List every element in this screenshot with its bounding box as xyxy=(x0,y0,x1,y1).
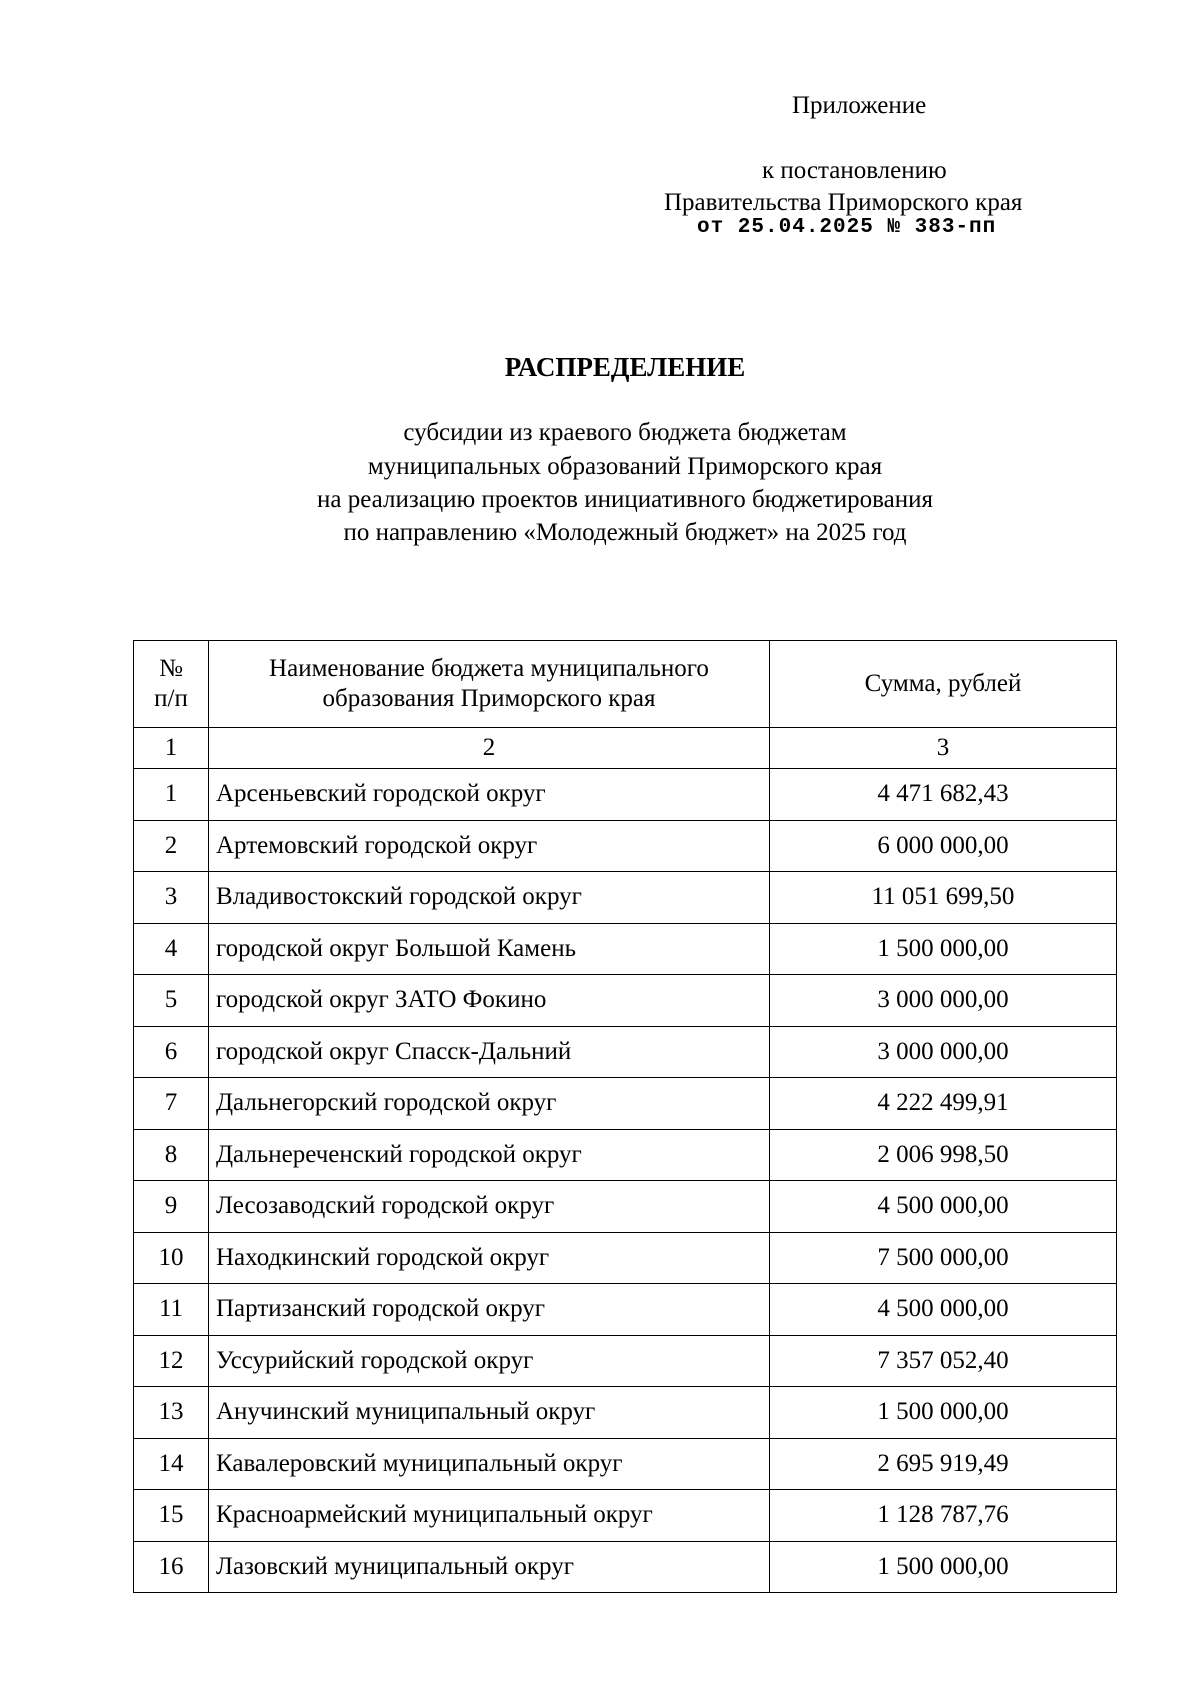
header-name-line1: Наименование бюджета муниципального xyxy=(269,655,709,682)
subsidy-amount: 7 500 000,00 xyxy=(770,1232,1117,1284)
row-number: 5 xyxy=(134,975,209,1027)
header-number-line2: п/п xyxy=(154,685,188,712)
column-index: 1 xyxy=(134,728,209,769)
table-row xyxy=(134,975,1117,1027)
subsidy-amount: 4 471 682,43 xyxy=(770,769,1117,821)
header-amount: Сумма, рублей xyxy=(770,641,1117,728)
table-row xyxy=(134,872,1117,924)
row-number: 15 xyxy=(134,1490,209,1542)
header-name-line2: образования Приморского края xyxy=(322,685,656,712)
row-number: 1 xyxy=(134,769,209,821)
subsidy-amount: 7 357 052,40 xyxy=(770,1335,1117,1387)
subtitle-line-3: на реализацию проектов инициативного бюджетирования xyxy=(317,486,933,513)
municipality-name: Арсеньевский городской округ xyxy=(209,769,770,821)
header-number xyxy=(134,641,209,728)
municipality-name: Дальнереченский городской округ xyxy=(209,1129,770,1181)
subtitle-line-2: муниципальных образований Приморского края xyxy=(367,453,883,480)
table-row xyxy=(134,1438,1117,1490)
subsidy-amount: 4 500 000,00 xyxy=(770,1181,1117,1233)
table-row xyxy=(134,923,1117,975)
row-number: 4 xyxy=(134,923,209,975)
column-index: 3 xyxy=(770,728,1117,769)
row-number: 7 xyxy=(134,1078,209,1130)
row-number: 8 xyxy=(134,1129,209,1181)
decree-reference-line2: Правительства Приморского края xyxy=(664,189,1023,216)
municipality-name: Артемовский городской округ xyxy=(209,820,770,872)
row-number: 3 xyxy=(134,872,209,924)
subsidy-amount: 1 500 000,00 xyxy=(770,1387,1117,1439)
table-row xyxy=(134,1181,1117,1233)
municipality-name: Партизанский городской округ xyxy=(209,1284,770,1336)
subtitle-line-4: по направлению «Молодежный бюджет» на 2025 год xyxy=(343,519,907,546)
table-row xyxy=(134,1541,1117,1593)
subsidy-amount: 6 000 000,00 xyxy=(770,820,1117,872)
row-number: 12 xyxy=(134,1335,209,1387)
table-row xyxy=(134,1387,1117,1439)
table-row xyxy=(134,1335,1117,1387)
row-number: 14 xyxy=(134,1438,209,1490)
subsidy-amount: 1 500 000,00 xyxy=(770,1541,1117,1593)
municipality-name: Владивостокский городской округ xyxy=(209,872,770,924)
subsidy-amount: 2 006 998,50 xyxy=(770,1129,1117,1181)
table-row xyxy=(134,1129,1117,1181)
municipality-name: Анучинский муниципальный округ xyxy=(209,1387,770,1439)
row-number: 11 xyxy=(134,1284,209,1336)
table-row xyxy=(134,1490,1117,1542)
document-title: РАСПРЕДЕЛЕНИЕ xyxy=(504,352,746,382)
table-row xyxy=(134,1284,1117,1336)
column-index: 2 xyxy=(209,728,770,769)
distribution-table xyxy=(133,640,1117,1593)
table-row xyxy=(134,769,1117,821)
table-row xyxy=(134,1232,1117,1284)
municipality-name: Находкинский городской округ xyxy=(209,1232,770,1284)
subsidy-amount: 4 500 000,00 xyxy=(770,1284,1117,1336)
subsidy-amount: 4 222 499,91 xyxy=(770,1078,1117,1130)
header-number-line1: № xyxy=(159,655,183,682)
subsidy-amount: 11 051 699,50 xyxy=(770,872,1117,924)
subtitle-line-1: субсидии из краевого бюджета бюджетам xyxy=(403,419,847,446)
municipality-name: Уссурийский городской округ xyxy=(209,1335,770,1387)
row-number: 16 xyxy=(134,1541,209,1593)
row-number: 10 xyxy=(134,1232,209,1284)
municipality-name: Кавалеровский муниципальный округ xyxy=(209,1438,770,1490)
row-number: 9 xyxy=(134,1181,209,1233)
subsidy-amount: 3 000 000,00 xyxy=(770,975,1117,1027)
municipality-name: городской округ Спасск-Дальний xyxy=(209,1026,770,1078)
municipality-name: Красноармейский муниципальный округ xyxy=(209,1490,770,1542)
row-number: 13 xyxy=(134,1387,209,1439)
municipality-name: Дальнегорский городской округ xyxy=(209,1078,770,1130)
table-row xyxy=(134,1078,1117,1130)
table-row xyxy=(134,1026,1117,1078)
municipality-name: Лазовский муниципальный округ xyxy=(209,1541,770,1593)
table-row xyxy=(134,820,1117,872)
subsidy-amount: 3 000 000,00 xyxy=(770,1026,1117,1078)
column-index-row xyxy=(134,728,1117,769)
appendix-label: Приложение xyxy=(792,92,927,119)
row-number: 2 xyxy=(134,820,209,872)
row-number: 6 xyxy=(134,1026,209,1078)
table-header-row xyxy=(134,641,1117,728)
decree-reference-line1: к постановлению xyxy=(762,157,947,184)
municipality-name: городской округ ЗАТО Фокино xyxy=(209,975,770,1027)
municipality-name: городской округ Большой Камень xyxy=(209,923,770,975)
subsidy-amount: 2 695 919,49 xyxy=(770,1438,1117,1490)
decree-number-stamp: от 25.04.2025 № 383-пп xyxy=(697,216,997,239)
subsidy-amount: 1 128 787,76 xyxy=(770,1490,1117,1542)
municipality-name: Лесозаводский городской округ xyxy=(209,1181,770,1233)
subsidy-amount: 1 500 000,00 xyxy=(770,923,1117,975)
header-name xyxy=(209,641,770,728)
